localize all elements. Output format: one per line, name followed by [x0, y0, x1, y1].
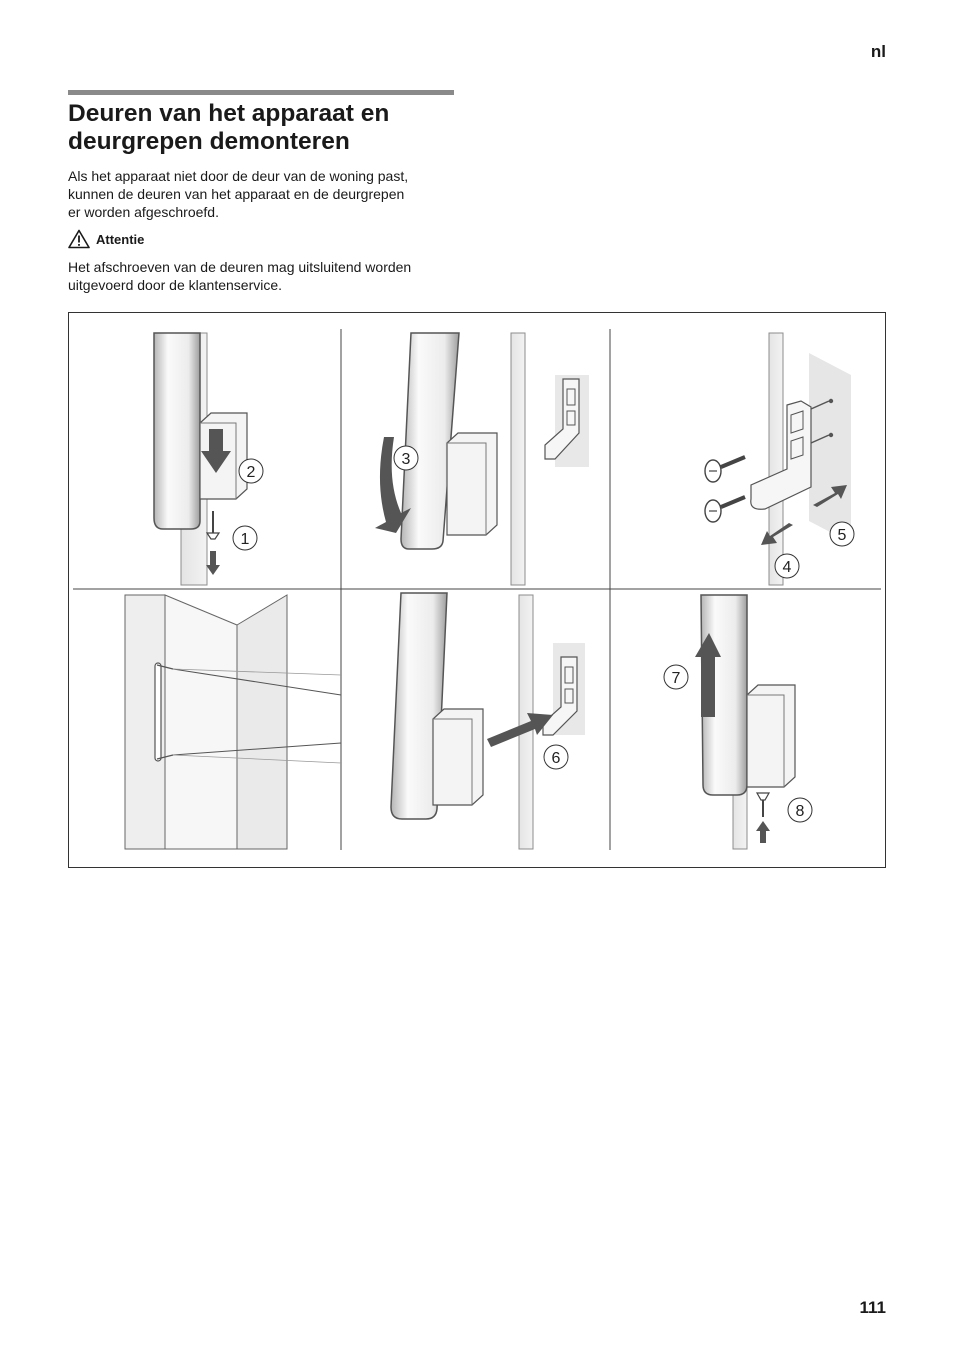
intro-line: er worden afgeschroefd. — [68, 204, 219, 220]
screw-icon — [705, 497, 745, 522]
step-callout-5 — [830, 522, 854, 546]
step-callout-8 — [788, 798, 812, 822]
attention-heading — [68, 229, 144, 249]
step-number: 6 — [551, 750, 561, 767]
screw-icon — [705, 457, 745, 482]
intro-line: kunnen de deuren van het apparaat en de deurgrepen — [68, 186, 405, 202]
attention-label: Attentie — [96, 231, 145, 247]
intro-paragraph — [68, 167, 460, 221]
page-number: 111 — [859, 1298, 886, 1317]
section-title-line: deurgrepen demonteren — [68, 128, 350, 155]
step-callout-7 — [664, 665, 688, 689]
step-number: 8 — [795, 803, 805, 820]
screw-icon — [757, 793, 769, 817]
language-code: nl — [870, 42, 886, 61]
section-title-line: Deuren van het apparaat en — [68, 100, 390, 127]
panel-overview — [125, 595, 341, 849]
instruction-figure — [68, 312, 886, 868]
step-callout-3 — [394, 446, 418, 470]
step-number: 3 — [401, 451, 411, 468]
step-number: 7 — [671, 670, 681, 687]
step-callout-2 — [239, 459, 263, 483]
panel-step-4-5 — [705, 333, 851, 585]
instruction-illustration — [69, 313, 885, 867]
attention-line: uitgevoerd door de klantenservice. — [68, 277, 283, 293]
step-number: 2 — [246, 464, 256, 481]
attention-line: Het afschroeven van de deuren mag uitsluitend worden — [68, 259, 412, 275]
panel-step-7-8 — [695, 595, 795, 849]
intro-line: Als het apparaat niet door de deur van de woning past, — [68, 168, 409, 184]
screw-icon — [207, 511, 219, 539]
step-number: 5 — [837, 527, 847, 544]
panel-step-1-2 — [154, 333, 247, 585]
step-number: 4 — [782, 559, 792, 576]
warning-triangle-icon — [68, 229, 90, 249]
section-title — [68, 100, 468, 156]
step-callout-6 — [544, 745, 568, 769]
panel-step-6 — [391, 593, 585, 849]
section-rule — [68, 90, 454, 95]
step-callout-4 — [775, 554, 799, 578]
step-number: 1 — [240, 531, 250, 548]
step-callout-1 — [233, 526, 257, 550]
attention-text — [68, 258, 468, 294]
